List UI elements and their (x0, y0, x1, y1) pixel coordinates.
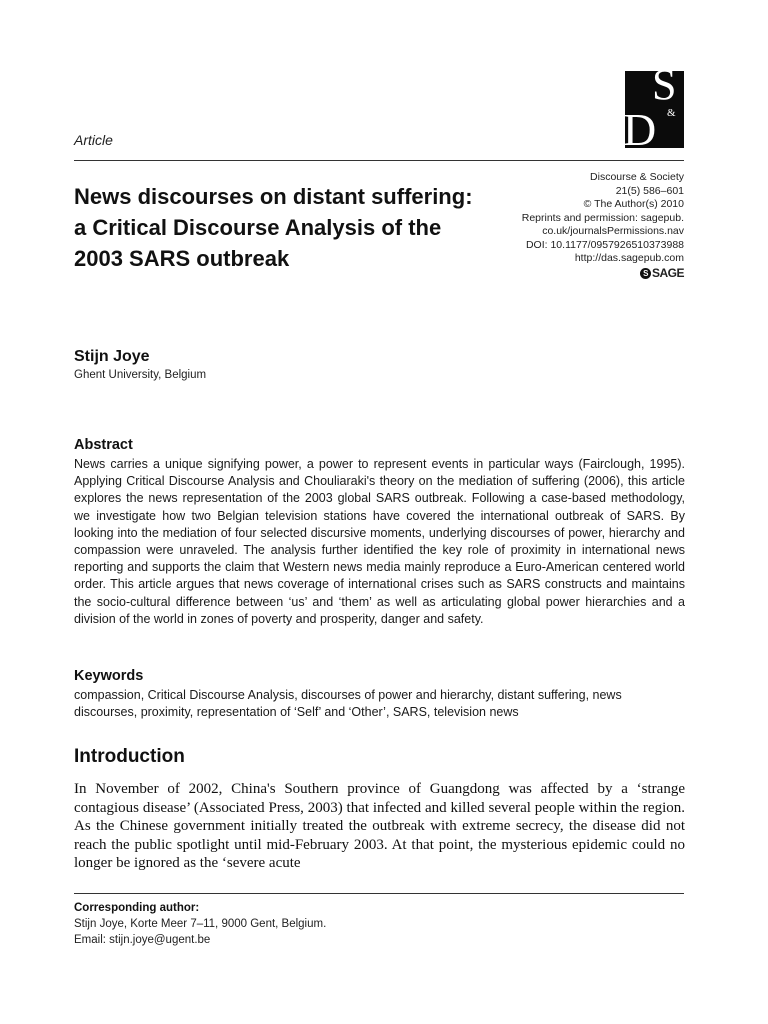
journal-logo (623, 60, 684, 155)
doi-line[interactable]: DOI: 10.1177/0957926510373988 (525, 238, 684, 251)
abstract-text: News carries a unique signifying power, a power to represent events in particular ways (Fairclough, 1995). Applying Critical Discourse Analysis and Chouliaraki's theory on the mediation of suffering (2006), this article explores the news representation of the 2003 global SARS outbreak. Following a case-based methodology, we investigate how two Belgian television stations have covered the international outbreak of SARS. By looking into the mediation of four selected discursive moments, underlying discourses of power, hierarchy and compassion were unraveled. The analysis further identified the key role of proximity in international news reporting and supports the claim that Western news media mainly reproduce a Euro-American centered world order. This article argues that news coverage of international crises such as SARS constructs and maintains the socio-cultural difference between ‘us’ and ‘them’ as well as articulating global power hierarchies and a division of the world in zones of poverty and prosperity, danger and safety. (74, 457, 685, 626)
reprints-line-2[interactable]: co.uk/journalsPermissions.nav (542, 225, 684, 237)
logo-letter-d: D (623, 104, 657, 155)
keywords-text: compassion, Critical Discourse Analysis, discourses of power and hierarchy, distant suffering, news discourses, proximity, representation of ‘Self’ and ‘Other’, SARS, television news (74, 688, 622, 720)
logo-ampersand: & (667, 107, 676, 119)
article-type-label: Article (74, 132, 113, 148)
abstract-heading: Abstract (74, 437, 133, 453)
journal-url[interactable]: http://das.sagepub.com (574, 252, 684, 264)
sage-logo (640, 267, 684, 281)
logo-letter-s: S (652, 60, 677, 109)
keywords-heading: Keywords (74, 668, 144, 684)
author-name: Stijn Joye (74, 348, 150, 365)
article-title: News discourses on distant suffering: a Critical Discourse Analysis of the 2003 SARS outbreak (74, 184, 473, 271)
author-affiliation: Ghent University, Belgium (74, 369, 207, 381)
sage-mark-icon: S (640, 268, 651, 279)
journal-volume: 21(5) 586–601 (615, 184, 684, 197)
introduction-heading: Introduction (74, 746, 185, 767)
journal-info (444, 171, 684, 280)
corresponding-author-address: Stijn Joye, Korte Meer 7–11, 9000 Gent, Belgium. (74, 918, 327, 930)
sage-wordmark: SAGE (651, 265, 684, 280)
journal-name: Discourse & Society (590, 171, 684, 183)
reprints-line-1: Reprints and permission: sagepub. (521, 211, 684, 224)
footnote-divider (74, 893, 684, 894)
header-divider (74, 160, 684, 161)
corresponding-author-email[interactable]: Email: stijn.joye@ugent.be (74, 934, 211, 946)
corresponding-author-heading: Corresponding author: (74, 902, 200, 914)
copyright-line: © The Author(s) 2010 (583, 198, 684, 210)
introduction-text: In November of 2002, China's Southern province of Guangdong was affected by a ‘strange contagious disease’ (Associated Press, 2003) that infected and killed several people within the region. As the Chinese government initially treated the outbreak with extreme secrecy, the disease did not reach the public spotlight until mid-February 2003. At that point, the mysterious epidemic could no longer be ignored as the ‘severe acute (74, 781, 685, 872)
